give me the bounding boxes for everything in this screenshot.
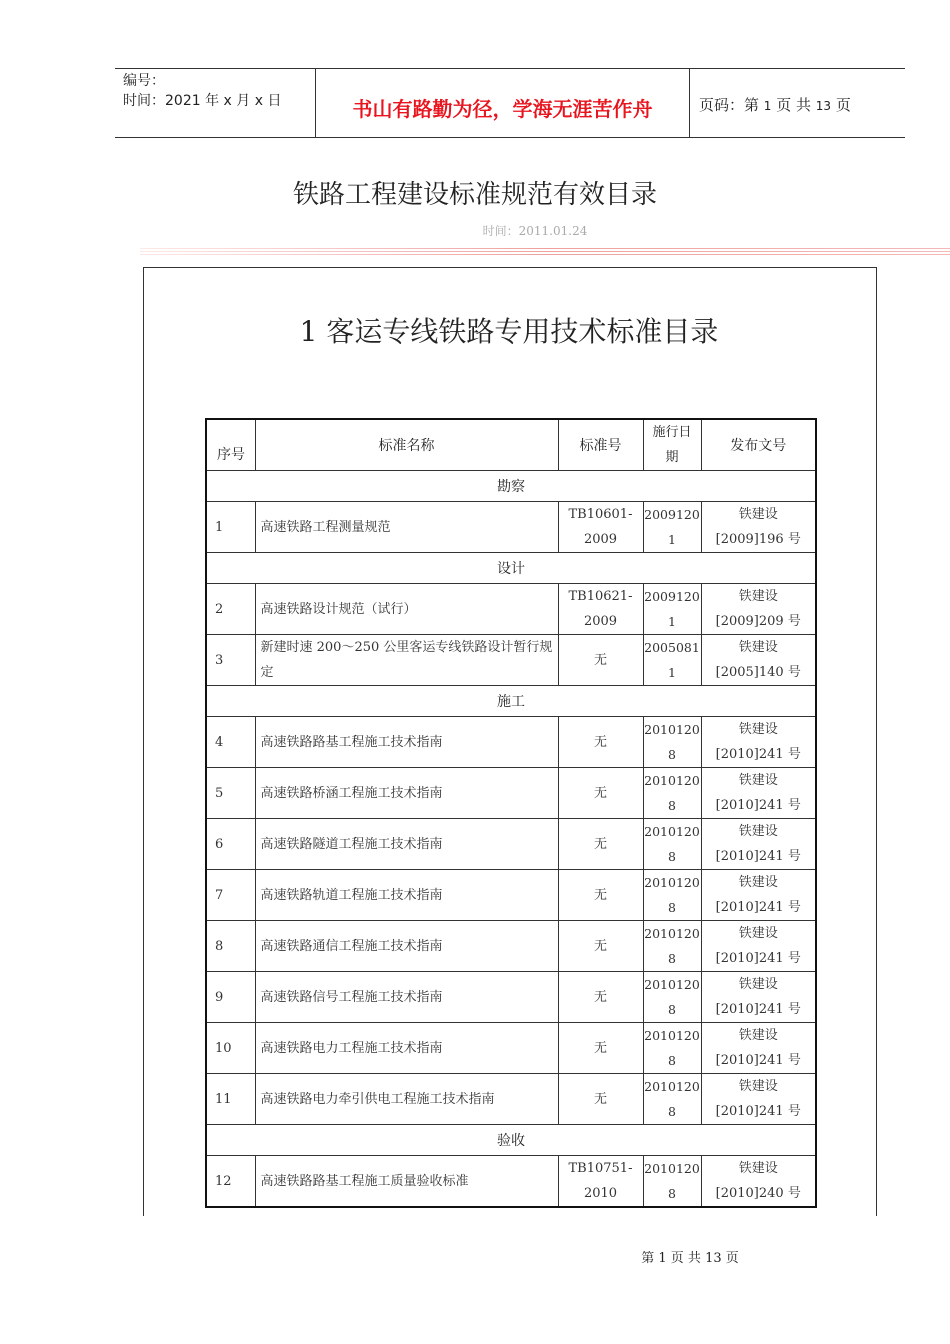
issuing-document-line1: 铁建设	[738, 1028, 778, 1043]
effective-date-line2: 8	[668, 747, 676, 762]
table-row	[206, 768, 816, 819]
effective-date	[643, 584, 701, 635]
effective-date-line1: 2010120	[644, 926, 700, 941]
effective-date-line2: 8	[668, 1002, 676, 1017]
issuing-document	[701, 1074, 816, 1125]
issuing-document	[701, 921, 816, 972]
standard-code-line2: 2010	[583, 1186, 618, 1201]
header-date	[643, 419, 701, 471]
issuing-document	[701, 819, 816, 870]
standard-code-line1: TB10621-	[568, 589, 633, 604]
issuing-document-line1: 铁建设	[738, 926, 778, 941]
category-row	[206, 1125, 816, 1156]
standard-name: 高速铁路设计规范（试行）	[255, 584, 558, 635]
table-row	[206, 635, 816, 686]
category-label: 设计	[206, 553, 816, 584]
effective-date-line1: 2010120	[644, 1028, 700, 1043]
effective-date-line2: 1	[668, 532, 676, 547]
issuing-document-line2: [2009]209 号	[715, 614, 801, 629]
effective-date-line1: 2005081	[644, 640, 700, 655]
issuing-document-line2: [2010]240 号	[715, 1186, 801, 1201]
table-body	[206, 471, 816, 1208]
effective-date-line1: 2010120	[644, 1161, 700, 1176]
footer-mid: 页 共	[670, 1251, 701, 1266]
header-divider	[689, 69, 690, 137]
issuing-document-line1: 铁建设	[738, 1079, 778, 1094]
standard-code: 无	[558, 972, 643, 1023]
effective-date-line1: 2010120	[644, 722, 700, 737]
effective-date-line2: 8	[668, 1104, 676, 1119]
standard-code-line2: 2009	[583, 532, 618, 547]
page-current: 1	[763, 99, 772, 113]
page-total: 13	[815, 99, 832, 113]
header-meta	[123, 71, 315, 111]
issuing-document-line2: [2009]196 号	[715, 532, 801, 547]
effective-date-line2: 8	[668, 1053, 676, 1068]
table-row	[206, 502, 816, 553]
issuing-document	[701, 1023, 816, 1074]
standard-code: 无	[558, 1074, 643, 1125]
effective-date-line2: 1	[668, 665, 676, 680]
standard-code-line1: TB10751-	[568, 1161, 633, 1176]
effective-date	[643, 502, 701, 553]
issuing-document-line2: [2010]241 号	[715, 747, 801, 762]
table-row	[206, 870, 816, 921]
issuing-document-line2: [2005]140 号	[715, 665, 801, 680]
issuing-document-line2: [2010]241 号	[715, 900, 801, 915]
table-row	[206, 1074, 816, 1125]
row-number: 2	[206, 584, 255, 635]
issuing-document	[701, 584, 816, 635]
issuing-document-line2: [2010]241 号	[715, 1104, 801, 1119]
number-label: 编号：	[123, 73, 165, 89]
page-mid: 页 共	[776, 96, 811, 114]
standard-name: 高速铁路电力牵引供电工程施工技术指南	[255, 1074, 558, 1125]
standard-code: 无	[558, 635, 643, 686]
effective-date-line1: 2010120	[644, 1079, 700, 1094]
issuing-document-line2: [2010]241 号	[715, 1002, 801, 1017]
effective-date-line1: 2009120	[644, 507, 700, 522]
header-code: 标准号	[558, 419, 643, 471]
header-index: 序号	[206, 419, 255, 471]
page-footer	[0, 1247, 950, 1266]
issuing-document	[701, 1156, 816, 1208]
issuing-document-line2: [2010]241 号	[715, 1053, 801, 1068]
effective-date-line1: 2009120	[644, 589, 700, 604]
header-date-line2: 期	[665, 450, 679, 465]
effective-date	[643, 1023, 701, 1074]
standard-name: 高速铁路路基工程施工技术指南	[255, 717, 558, 768]
effective-date-line1: 2010120	[644, 977, 700, 992]
standard-code: 无	[558, 1023, 643, 1074]
table-row	[206, 584, 816, 635]
page-suffix: 页	[835, 96, 851, 114]
issuing-document	[701, 717, 816, 768]
effective-date	[643, 717, 701, 768]
header-page-info	[699, 94, 851, 115]
table-row	[206, 717, 816, 768]
effective-date	[643, 1074, 701, 1125]
issuing-document-line1: 铁建设	[738, 507, 778, 522]
row-number: 4	[206, 717, 255, 768]
header-motto: 书山有路勤为径，学海无涯苦作舟	[352, 97, 653, 121]
effective-date	[643, 921, 701, 972]
effective-date-line2: 8	[668, 900, 676, 915]
effective-date	[643, 870, 701, 921]
standard-name: 高速铁路工程测量规范	[255, 502, 558, 553]
effective-date-line2: 8	[668, 798, 676, 813]
standard-name: 高速铁路通信工程施工技术指南	[255, 921, 558, 972]
footer-total: 13	[705, 1251, 722, 1266]
effective-date	[643, 768, 701, 819]
row-number: 5	[206, 768, 255, 819]
issuing-document-line1: 铁建设	[738, 977, 778, 992]
standard-code	[558, 1156, 643, 1208]
issuing-document	[701, 768, 816, 819]
table-row	[206, 921, 816, 972]
effective-date	[643, 819, 701, 870]
row-number: 8	[206, 921, 255, 972]
issuing-document-line1: 铁建设	[738, 875, 778, 890]
row-number: 10	[206, 1023, 255, 1074]
row-number: 9	[206, 972, 255, 1023]
time-label: 时间：2021 年 x 月 x 日	[123, 93, 282, 109]
standard-name: 高速铁路隧道工程施工技术指南	[255, 819, 558, 870]
effective-date-line2: 8	[668, 849, 676, 864]
header-date-line1: 施行日	[652, 425, 692, 440]
standard-code: 无	[558, 819, 643, 870]
category-row	[206, 686, 816, 717]
issuing-document-line1: 铁建设	[738, 589, 778, 604]
effective-date-line2: 8	[668, 951, 676, 966]
row-number: 1	[206, 502, 255, 553]
table-row	[206, 1023, 816, 1074]
row-number: 11	[206, 1074, 255, 1125]
table-row	[206, 1156, 816, 1208]
page-prefix: 页码：第	[699, 96, 760, 114]
issuing-document-line1: 铁建设	[738, 640, 778, 655]
row-number: 12	[206, 1156, 255, 1208]
table-header-row	[206, 419, 816, 471]
decorative-rule	[140, 248, 950, 256]
issuing-document	[701, 870, 816, 921]
table-row	[206, 819, 816, 870]
row-number: 6	[206, 819, 255, 870]
standard-code: 无	[558, 768, 643, 819]
issuing-document	[701, 502, 816, 553]
footer-current: 1	[658, 1251, 667, 1266]
standard-name: 高速铁路桥涵工程施工技术指南	[255, 768, 558, 819]
effective-date-line2: 8	[668, 1186, 676, 1201]
standard-code-line2: 2009	[583, 614, 618, 629]
effective-date	[643, 972, 701, 1023]
row-number: 3	[206, 635, 255, 686]
issuing-document-line2: [2010]241 号	[715, 951, 801, 966]
effective-date-line1: 2010120	[644, 773, 700, 788]
issuing-document	[701, 972, 816, 1023]
footer-suffix: 页	[725, 1251, 739, 1266]
table-row	[206, 972, 816, 1023]
effective-date	[643, 635, 701, 686]
row-number: 7	[206, 870, 255, 921]
standard-code-line1: TB10601-	[568, 507, 633, 522]
document-title: 铁路工程建设标准规范有效目录	[292, 180, 657, 210]
page-header	[115, 68, 905, 138]
standard-name: 高速铁路信号工程施工技术指南	[255, 972, 558, 1023]
standard-name: 高速铁路电力工程施工技术指南	[255, 1023, 558, 1074]
standards-table	[205, 418, 817, 1208]
standard-name: 高速铁路轨道工程施工技术指南	[255, 870, 558, 921]
standard-code: 无	[558, 870, 643, 921]
document-time: 时间：2011.01.24	[482, 224, 588, 238]
standard-code	[558, 502, 643, 553]
issuing-document	[701, 635, 816, 686]
issuing-document-line2: [2010]241 号	[715, 849, 801, 864]
standard-name: 高速铁路路基工程施工质量验收标准	[255, 1156, 558, 1208]
standard-name: 新建时速 200～250 公里客运专线铁路设计暂行规定	[255, 635, 558, 686]
standard-code: 无	[558, 921, 643, 972]
effective-date-line1: 2010120	[644, 824, 700, 839]
standard-code: 无	[558, 717, 643, 768]
issuing-document-line1: 铁建设	[738, 824, 778, 839]
category-label: 施工	[206, 686, 816, 717]
header-doc: 发布文号	[701, 419, 816, 471]
standard-code	[558, 584, 643, 635]
header-name: 标准名称	[255, 419, 558, 471]
footer-prefix: 第	[641, 1251, 655, 1266]
category-row	[206, 471, 816, 502]
category-label: 勘察	[206, 471, 816, 502]
section-title: 1 客运专线铁路专用技术标准目录	[299, 315, 719, 348]
category-label: 验收	[206, 1125, 816, 1156]
issuing-document-line1: 铁建设	[738, 722, 778, 737]
category-row	[206, 553, 816, 584]
effective-date-line2: 1	[668, 614, 676, 629]
issuing-document-line1: 铁建设	[738, 1161, 778, 1176]
effective-date	[643, 1156, 701, 1208]
issuing-document-line1: 铁建设	[738, 773, 778, 788]
issuing-document-line2: [2010]241 号	[715, 798, 801, 813]
effective-date-line1: 2010120	[644, 875, 700, 890]
